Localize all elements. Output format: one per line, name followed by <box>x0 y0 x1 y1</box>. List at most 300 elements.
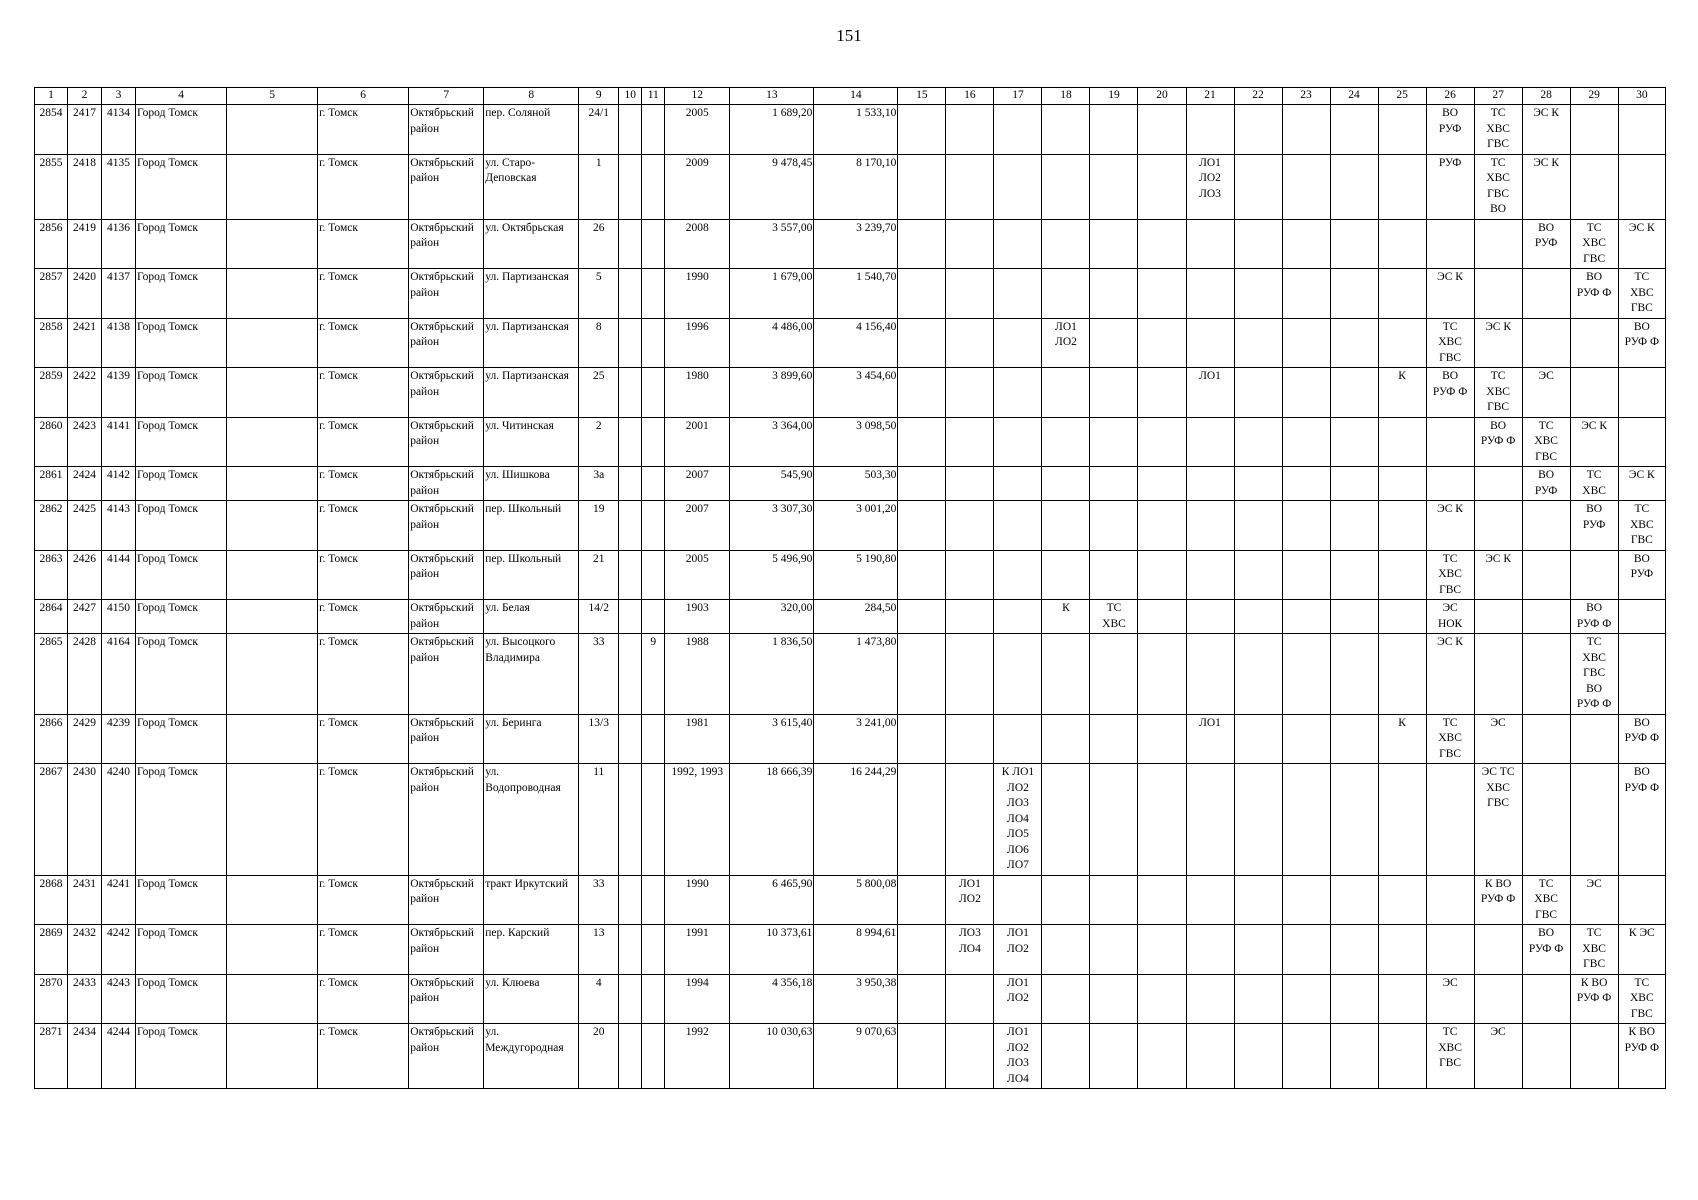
cell-text: 4 486,00 <box>772 320 813 333</box>
cell-text: Город Томск <box>137 271 198 283</box>
table-cell-col-28 <box>1522 154 1570 219</box>
table-cell-col-14 <box>814 764 898 876</box>
cell-text: Октябрьский район <box>410 221 474 249</box>
cell-text: г. Томск <box>319 221 358 234</box>
table-cell-col-28 <box>1522 550 1570 600</box>
table-cell-col-23 <box>1282 467 1330 501</box>
cell-text: ул. Партизанская <box>485 370 569 382</box>
cell-text: ТС ХВС ГВС <box>1582 927 1606 970</box>
table-cell-col-17 <box>994 269 1042 319</box>
table-cell-col-10 <box>619 714 642 764</box>
cell-text: 3 615,40 <box>772 716 813 729</box>
table-cell-col-20 <box>1138 550 1186 600</box>
cell-text: 2864 <box>39 602 63 614</box>
table-cell-col-14 <box>814 467 898 501</box>
table-cell-col-17 <box>994 154 1042 219</box>
column-header-13: 13 <box>730 88 814 105</box>
table-cell-col-18 <box>1042 1024 1090 1089</box>
cell-text: К <box>1398 716 1406 729</box>
cell-text: 4141 <box>107 419 131 432</box>
table-cell-col-18 <box>1042 417 1090 467</box>
table-cell-col-24 <box>1330 600 1378 634</box>
cell-text: г. Томск <box>319 636 358 648</box>
cell-text: 9 070,63 <box>856 1026 897 1038</box>
table-cell-col-11 <box>642 219 665 269</box>
table-cell-col-25 <box>1378 105 1426 155</box>
table-cell-col-5 <box>227 1024 318 1089</box>
cell-text: 4137 <box>107 271 131 283</box>
table-cell-col-30 <box>1618 219 1665 269</box>
table-row <box>35 154 1666 219</box>
table-cell-col-12 <box>665 318 730 368</box>
table-cell-col-3 <box>102 417 136 467</box>
cell-text: ЭС <box>1538 370 1554 382</box>
table-cell-col-24 <box>1330 318 1378 368</box>
table-cell-col-13 <box>730 925 814 975</box>
table-cell-col-8 <box>484 269 579 319</box>
cell-text: 1988 <box>685 636 709 648</box>
column-header-28: 28 <box>1522 88 1570 105</box>
cell-text: 19 <box>593 503 605 515</box>
table-cell-col-30 <box>1618 467 1665 501</box>
table-cell-col-30 <box>1618 550 1665 600</box>
table-cell-col-4 <box>136 925 227 975</box>
table-cell-col-22 <box>1234 368 1282 418</box>
table-cell-col-17 <box>994 714 1042 764</box>
cell-text: 3 557,00 <box>772 221 813 234</box>
cell-text: 320,00 <box>780 602 813 614</box>
table-cell-col-6 <box>318 925 409 975</box>
table-cell-col-13 <box>730 417 814 467</box>
table-cell-col-16 <box>946 154 994 219</box>
cell-text: 4 356,18 <box>772 976 813 989</box>
table-cell-col-12 <box>665 501 730 551</box>
column-header-12: 12 <box>665 88 730 105</box>
cell-text: 3 364,00 <box>772 419 813 432</box>
cell-text: Город Томск <box>137 221 198 234</box>
table-cell-col-25 <box>1378 154 1426 219</box>
cell-text: г. Томск <box>319 469 358 481</box>
table-cell-col-9 <box>579 368 619 418</box>
cell-text: К ВО РУФ Ф <box>1480 877 1516 905</box>
table-cell-col-20 <box>1138 417 1186 467</box>
table-cell-col-19 <box>1090 105 1138 155</box>
table-cell-col-11 <box>642 105 665 155</box>
table-cell-col-19 <box>1090 974 1138 1024</box>
table-cell-col-23 <box>1282 269 1330 319</box>
table-cell-col-18 <box>1042 634 1090 715</box>
table-cell-col-9 <box>579 550 619 600</box>
cell-text: Октябрьский район <box>410 877 474 905</box>
column-header-17: 17 <box>994 88 1042 105</box>
table-cell-col-20 <box>1138 974 1186 1024</box>
table-cell-col-6 <box>318 875 409 925</box>
table-cell-col-15 <box>898 501 946 551</box>
cell-text: 4144 <box>107 552 131 565</box>
table-cell-col-19 <box>1090 501 1138 551</box>
cell-text: 3 241,00 <box>856 716 897 729</box>
table-row <box>35 1024 1666 1089</box>
cell-text: г. Томск <box>319 370 358 382</box>
column-header-5: 5 <box>227 88 318 105</box>
table-cell-col-11 <box>642 550 665 600</box>
table-cell-col-23 <box>1282 764 1330 876</box>
cell-text: 1991 <box>685 927 709 939</box>
table-cell-col-29 <box>1570 105 1618 155</box>
table-cell-col-14 <box>814 600 898 634</box>
table-cell-col-17 <box>994 467 1042 501</box>
table-cell-col-2 <box>68 269 102 319</box>
table-cell-col-22 <box>1234 600 1282 634</box>
table-cell-col-17 <box>994 764 1042 876</box>
cell-text: 2421 <box>73 320 97 333</box>
table-cell-col-28 <box>1522 219 1570 269</box>
cell-text: ЛО1 ЛО2 <box>1055 320 1077 348</box>
table-cell-col-17 <box>994 974 1042 1024</box>
table-cell-col-1 <box>35 219 68 269</box>
table-cell-col-29 <box>1570 368 1618 418</box>
cell-text: 3 239,70 <box>856 221 897 234</box>
table-cell-col-5 <box>227 219 318 269</box>
cell-text: ТС ХВС ГВС <box>1438 320 1462 364</box>
table-cell-col-20 <box>1138 925 1186 975</box>
table-cell-col-2 <box>68 974 102 1024</box>
table-cell-col-2 <box>68 219 102 269</box>
cell-text: г. Томск <box>319 1026 358 1038</box>
table-cell-col-21 <box>1186 105 1234 155</box>
table-cell-col-30 <box>1618 974 1665 1024</box>
table-cell-col-10 <box>619 105 642 155</box>
table-cell-col-26 <box>1426 600 1474 634</box>
table-cell-col-8 <box>484 634 579 715</box>
table-cell-col-27 <box>1474 634 1522 715</box>
cell-text: 2424 <box>73 469 97 481</box>
table-cell-col-26 <box>1426 318 1474 368</box>
table-cell-col-4 <box>136 105 227 155</box>
table-cell-col-16 <box>946 925 994 975</box>
table-cell-col-7 <box>409 974 484 1024</box>
column-header-9: 9 <box>579 88 619 105</box>
table-cell-col-11 <box>642 764 665 876</box>
table-cell-col-29 <box>1570 925 1618 975</box>
table-cell-col-18 <box>1042 764 1090 876</box>
table-cell-col-3 <box>102 368 136 418</box>
table-cell-col-7 <box>409 368 484 418</box>
table-cell-col-12 <box>665 269 730 319</box>
table-cell-col-25 <box>1378 764 1426 876</box>
table-cell-col-7 <box>409 154 484 219</box>
cell-text: 2866 <box>39 716 63 729</box>
cell-text: 1994 <box>685 976 709 989</box>
cell-text: ЛО1 ЛО2 ЛО3 ЛО4 <box>1007 1026 1029 1085</box>
table-cell-col-3 <box>102 154 136 219</box>
table-cell-col-9 <box>579 154 619 219</box>
table-cell-col-9 <box>579 417 619 467</box>
cell-text: Октябрьский район <box>410 1026 474 1054</box>
cell-text: К <box>1062 602 1070 614</box>
cell-text: Город Томск <box>137 503 198 515</box>
column-header-16: 16 <box>946 88 994 105</box>
cell-text: 13 <box>593 927 605 939</box>
table-cell-col-3 <box>102 219 136 269</box>
table-cell-col-21 <box>1186 875 1234 925</box>
table-cell-col-5 <box>227 501 318 551</box>
table-cell-col-15 <box>898 714 946 764</box>
table-cell-col-30 <box>1618 925 1665 975</box>
table-cell-col-4 <box>136 1024 227 1089</box>
table-cell-col-11 <box>642 154 665 219</box>
table-cell-col-15 <box>898 1024 946 1089</box>
table-cell-col-7 <box>409 714 484 764</box>
table-cell-col-23 <box>1282 600 1330 634</box>
table-cell-col-25 <box>1378 467 1426 501</box>
cell-text: Октябрьский район <box>410 503 474 531</box>
cell-text: ТС ХВС ГВС ВО <box>1486 156 1510 215</box>
table-cell-col-22 <box>1234 1024 1282 1089</box>
cell-text: 1 533,10 <box>856 107 897 119</box>
table-cell-col-7 <box>409 105 484 155</box>
table-cell-col-14 <box>814 974 898 1024</box>
cell-text: 2425 <box>73 503 97 515</box>
table-cell-col-8 <box>484 925 579 975</box>
cell-text: 1 473,80 <box>856 636 897 648</box>
table-cell-col-20 <box>1138 600 1186 634</box>
cell-text: 2870 <box>39 976 63 989</box>
table-cell-col-18 <box>1042 467 1090 501</box>
cell-text: ВО РУФ Ф <box>1576 602 1612 630</box>
cell-text: 1980 <box>685 370 709 382</box>
table-cell-col-24 <box>1330 417 1378 467</box>
table-cell-col-13 <box>730 219 814 269</box>
column-header-25: 25 <box>1378 88 1426 105</box>
column-header-19: 19 <box>1090 88 1138 105</box>
table-cell-col-26 <box>1426 1024 1474 1089</box>
table-cell-col-6 <box>318 764 409 876</box>
cell-text: Город Томск <box>137 877 198 890</box>
table-cell-col-24 <box>1330 1024 1378 1089</box>
table-cell-col-10 <box>619 501 642 551</box>
table-cell-col-26 <box>1426 368 1474 418</box>
table-cell-col-10 <box>619 417 642 467</box>
cell-text: ЛО3 ЛО4 <box>959 927 981 955</box>
table-cell-col-29 <box>1570 501 1618 551</box>
cell-text: ТС ХВС ГВС <box>1486 370 1510 413</box>
cell-text: пер. Школьный <box>485 503 562 515</box>
table-cell-col-7 <box>409 634 484 715</box>
table-row <box>35 634 1666 715</box>
table-cell-col-18 <box>1042 974 1090 1024</box>
column-header-27: 27 <box>1474 88 1522 105</box>
table-cell-col-11 <box>642 875 665 925</box>
table-cell-col-2 <box>68 368 102 418</box>
table-cell-col-2 <box>68 925 102 975</box>
cell-text: К ЛО1 ЛО2 ЛО3 ЛО4 ЛО5 ЛО6 ЛО7 <box>1001 766 1035 871</box>
table-cell-col-8 <box>484 875 579 925</box>
table-cell-col-16 <box>946 764 994 876</box>
cell-text: ЛО1 ЛО2 <box>1007 927 1029 955</box>
cell-text: 2430 <box>73 766 97 778</box>
cell-text: 24/1 <box>588 107 609 119</box>
table-cell-col-22 <box>1234 714 1282 764</box>
table-cell-col-17 <box>994 368 1042 418</box>
cell-text: 4134 <box>107 107 131 119</box>
cell-text: 2001 <box>685 419 709 432</box>
table-cell-col-18 <box>1042 219 1090 269</box>
table-row <box>35 550 1666 600</box>
table-cell-col-26 <box>1426 974 1474 1024</box>
table-cell-col-10 <box>619 875 642 925</box>
table-cell-col-12 <box>665 925 730 975</box>
table-cell-col-24 <box>1330 550 1378 600</box>
cell-text: Город Томск <box>137 320 198 333</box>
table-cell-col-29 <box>1570 467 1618 501</box>
table-cell-col-8 <box>484 764 579 876</box>
table-cell-col-5 <box>227 368 318 418</box>
table-cell-col-24 <box>1330 368 1378 418</box>
cell-text: 3 899,60 <box>772 370 813 382</box>
table-cell-col-24 <box>1330 219 1378 269</box>
table-cell-col-19 <box>1090 875 1138 925</box>
table-cell-col-24 <box>1330 269 1378 319</box>
table-cell-col-29 <box>1570 714 1618 764</box>
column-header-20: 20 <box>1138 88 1186 105</box>
table-cell-col-14 <box>814 368 898 418</box>
table-cell-col-15 <box>898 417 946 467</box>
table-cell-col-1 <box>35 550 68 600</box>
cell-text: тракт Иркутский <box>485 877 568 890</box>
table-cell-col-30 <box>1618 501 1665 551</box>
table-cell-col-11 <box>642 714 665 764</box>
table-cell-col-26 <box>1426 154 1474 219</box>
cell-text: Город Томск <box>137 636 198 648</box>
table-row <box>35 600 1666 634</box>
cell-text: ЛО1 ЛО2 <box>959 877 981 905</box>
cell-text: ВО РУФ Ф <box>1624 716 1660 744</box>
table-cell-col-24 <box>1330 501 1378 551</box>
table-cell-col-19 <box>1090 600 1138 634</box>
cell-text: 3 098,50 <box>856 419 897 432</box>
table-cell-col-8 <box>484 417 579 467</box>
column-header-30: 30 <box>1618 88 1665 105</box>
table-cell-col-9 <box>579 501 619 551</box>
table-cell-col-7 <box>409 875 484 925</box>
housing-registry-table <box>34 87 1666 1089</box>
table-cell-col-27 <box>1474 714 1522 764</box>
table-row <box>35 368 1666 418</box>
cell-text: 4 <box>595 976 602 989</box>
table-cell-col-17 <box>994 501 1042 551</box>
cell-text: 8 170,10 <box>856 156 897 169</box>
table-cell-col-15 <box>898 467 946 501</box>
cell-text: ЭС <box>1490 1026 1506 1038</box>
cell-text: Октябрьский район <box>410 320 474 348</box>
table-cell-col-4 <box>136 714 227 764</box>
cell-text: 2434 <box>73 1026 97 1038</box>
table-cell-col-4 <box>136 467 227 501</box>
table-cell-col-15 <box>898 764 946 876</box>
table-cell-col-9 <box>579 1024 619 1089</box>
table-cell-col-23 <box>1282 714 1330 764</box>
table-cell-col-13 <box>730 974 814 1024</box>
table-cell-col-17 <box>994 925 1042 975</box>
table-cell-col-14 <box>814 318 898 368</box>
cell-text: 1981 <box>685 716 709 729</box>
table-cell-col-20 <box>1138 875 1186 925</box>
cell-text: 2426 <box>73 552 97 565</box>
table-cell-col-21 <box>1186 368 1234 418</box>
table-cell-col-23 <box>1282 368 1330 418</box>
table-cell-col-8 <box>484 501 579 551</box>
cell-text: 4164 <box>107 636 131 648</box>
cell-text: 4150 <box>107 602 131 614</box>
cell-text: ЛО1 <box>1199 370 1221 382</box>
table-cell-col-10 <box>619 925 642 975</box>
cell-text: 1903 <box>685 602 709 614</box>
table-cell-col-23 <box>1282 634 1330 715</box>
table-cell-col-17 <box>994 600 1042 634</box>
table-cell-col-10 <box>619 368 642 418</box>
table-cell-col-4 <box>136 974 227 1024</box>
cell-text: 4136 <box>107 221 131 234</box>
table-cell-col-18 <box>1042 269 1090 319</box>
table-cell-col-19 <box>1090 467 1138 501</box>
table-cell-col-6 <box>318 368 409 418</box>
table-cell-col-20 <box>1138 219 1186 269</box>
table-cell-col-26 <box>1426 219 1474 269</box>
table-cell-col-30 <box>1618 1024 1665 1089</box>
table-cell-col-21 <box>1186 269 1234 319</box>
table-cell-col-10 <box>619 974 642 1024</box>
table-cell-col-3 <box>102 875 136 925</box>
table-cell-col-5 <box>227 550 318 600</box>
cell-text: 2428 <box>73 636 97 648</box>
table-cell-col-9 <box>579 714 619 764</box>
table-cell-col-21 <box>1186 714 1234 764</box>
table-cell-col-25 <box>1378 600 1426 634</box>
cell-text: 16 244,29 <box>850 766 897 778</box>
table-cell-col-7 <box>409 417 484 467</box>
cell-text: Октябрьский район <box>410 927 474 955</box>
table-cell-col-15 <box>898 925 946 975</box>
table-cell-col-15 <box>898 269 946 319</box>
table-cell-col-30 <box>1618 714 1665 764</box>
table-cell-col-14 <box>814 875 898 925</box>
table-cell-col-18 <box>1042 714 1090 764</box>
table-cell-col-20 <box>1138 269 1186 319</box>
table-cell-col-30 <box>1618 154 1665 219</box>
table-cell-col-16 <box>946 974 994 1024</box>
table-cell-col-2 <box>68 417 102 467</box>
table-cell-col-13 <box>730 550 814 600</box>
cell-text: ВО РУФ <box>1534 469 1558 497</box>
cell-text: 4243 <box>107 976 131 989</box>
table-cell-col-25 <box>1378 634 1426 715</box>
table-cell-col-10 <box>619 550 642 600</box>
table-cell-col-20 <box>1138 105 1186 155</box>
table-cell-col-5 <box>227 269 318 319</box>
table-cell-col-16 <box>946 368 994 418</box>
table-cell-col-12 <box>665 467 730 501</box>
table-cell-col-29 <box>1570 417 1618 467</box>
table-cell-col-25 <box>1378 318 1426 368</box>
table-cell-col-25 <box>1378 501 1426 551</box>
table-cell-col-20 <box>1138 467 1186 501</box>
cell-text: 1990 <box>685 271 709 283</box>
cell-text: ТС ХВС ГВС ВО РУФ Ф <box>1576 636 1612 710</box>
cell-text: Октябрьский район <box>410 419 474 447</box>
table-cell-col-16 <box>946 501 994 551</box>
table-cell-col-17 <box>994 417 1042 467</box>
